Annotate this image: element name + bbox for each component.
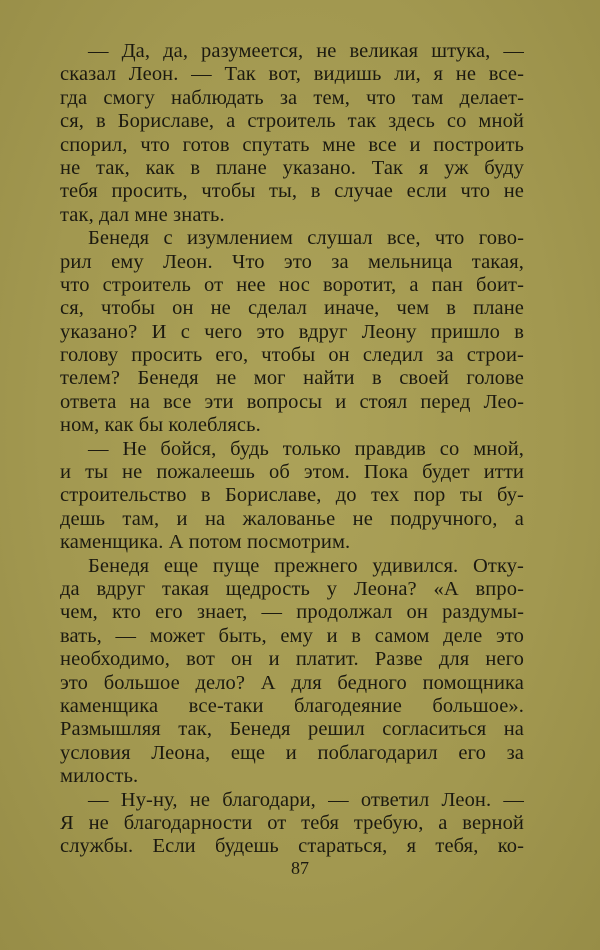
- text-line: необходимо, вот он и платит. Разве для него: [60, 648, 524, 671]
- text-line: условия Леона, еще и поблагодарил его за: [60, 741, 524, 764]
- text-line: спорил, что готов спутать мне все и построить: [60, 133, 524, 156]
- text-line: ся, в Бориславе, а строитель так здесь со мной: [60, 110, 524, 133]
- page-text-block: [60, 40, 524, 859]
- text-line: ответа на все эти вопросы и стоял перед Лео-: [60, 390, 524, 413]
- text-line: Размышляя так, Бенедя решил согласиться на: [60, 718, 524, 741]
- text-line: службы. Если будешь стараться, я тебя, ко-: [60, 835, 524, 858]
- text-line: голову просить его, чтобы он следил за строи-: [60, 344, 524, 367]
- text-line: да вдруг такая щедрость у Леона? «А впро-: [60, 577, 524, 600]
- page-number: 87: [291, 858, 309, 878]
- text-line: ся, чтобы он не сделал иначе, чем в плане: [60, 297, 524, 320]
- text-line: вать, — может быть, ему и в самом деле это: [60, 624, 524, 647]
- text-line: гда смогу наблюдать за тем, что там делает-: [60, 86, 524, 109]
- text-line: строительство в Бориславе, до тех пор ты бу-: [60, 484, 524, 507]
- text-line: что строитель от нее нос воротит, а пан боит-: [60, 273, 524, 296]
- text-line: каменщика все-таки благодеяние большое».: [60, 694, 524, 717]
- text-line: Я не благодарности от тебя требую, а верной: [60, 811, 524, 834]
- text-line: не так, как в плане указано. Так я уж буду: [60, 156, 524, 179]
- text-line: — Да, да, разумеется, не великая штука, —: [88, 40, 524, 62]
- text-line: каменщика. А потом посмотрим.: [60, 531, 351, 554]
- text-line: милость.: [60, 765, 139, 788]
- text-line: чем, кто его знает, — продолжал он раздумы-: [60, 601, 524, 624]
- text-line: рил ему Леон. Что это за мельница такая,: [60, 250, 524, 273]
- text-line: указано? И с чего это вдруг Леону пришло в: [60, 320, 524, 343]
- text-line: так, дал мне знать.: [60, 203, 225, 226]
- text-line: Бенедя еще пуще прежнего удивился. Отку-: [88, 554, 524, 577]
- text-line: — Не бойся, будь только правдив со мной,: [88, 437, 524, 460]
- text-line: Бенедя с изумлением слушал все, что гово-: [88, 227, 524, 250]
- text-line: — Ну-ну, не благодари, — ответил Леон. —: [88, 788, 524, 811]
- text-line: это большое дело? А для бедного помощника: [60, 671, 524, 694]
- text-line: сказал Леон. — Так вот, видишь ли, я не все-: [60, 63, 524, 86]
- text-line: тебя просить, чтобы ты, в случае если что не: [60, 180, 524, 203]
- text-line: ном, как бы колеблясь.: [60, 414, 261, 437]
- text-line: дешь там, и на жалованье не подручного, а: [60, 507, 524, 530]
- text-line: телем? Бенедя не мог найти в своей голове: [60, 367, 524, 390]
- text-line: и ты не пожалеешь об этом. Пока будет итти: [60, 461, 524, 484]
